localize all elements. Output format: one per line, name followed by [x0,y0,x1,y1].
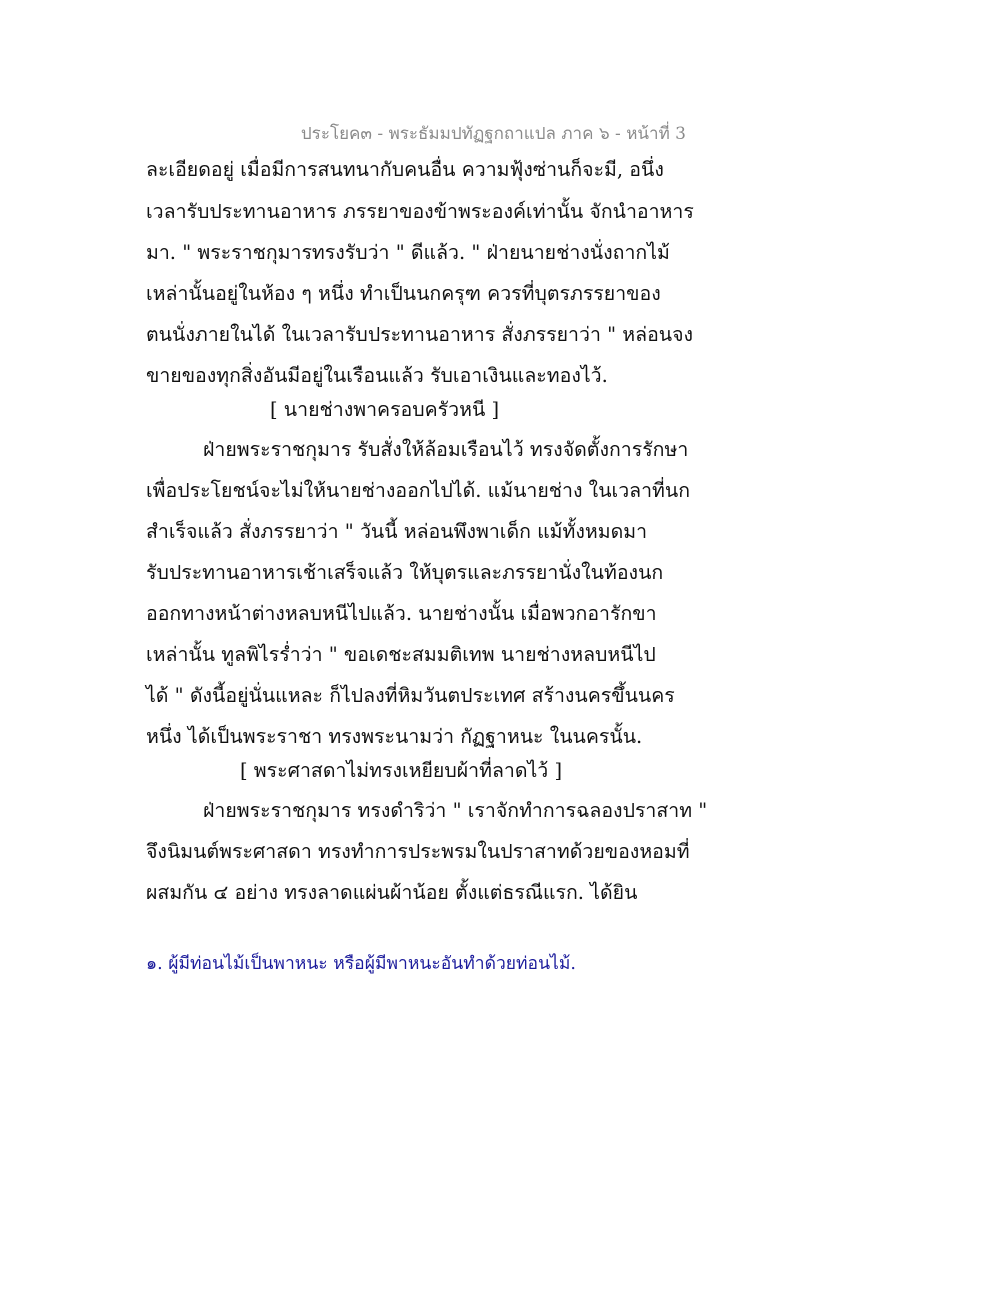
body-line: ตนนั่งภายในได้ ในเวลารับประทานอาหาร สั่งภรรยาว่า " หล่อนจง [146,323,694,346]
body-line: ได้ " ดังนี้อยู่นั่นแหละ ก็ไปลงที่หิมวันตประเทศ สร้างนครขึ้นนคร [146,684,675,707]
section-heading: [ นายช่างพาครอบครัวหนี ] [270,398,500,421]
body-line: เหล่านั้น ทูลพิไรร่ำว่า " ขอเดชะสมมติเทพ นายช่างหลบหนีไป [146,643,656,666]
body-line: ผสมกัน ๔ อย่าง ทรงลาดแผ่นผ้าน้อย ตั้งแต่ธรณีแรก. ได้ยิน [146,881,638,904]
body-line: รับประทานอาหารเช้าเสร็จแล้ว ให้บุตรและภรรยานั่งในท้องนก [146,561,664,584]
body-line: เหล่านั้นอยู่ในห้อง ๆ หนึ่ง ทำเป็นนกครุฑ ควรที่บุตรภรรยาของ [146,282,661,305]
footnote: ๑. ผู้มีท่อนไม้เป็นพาหนะ หรือผู้มีพาหนะอันทำด้วยท่อนไม้. [146,954,576,974]
body-line: ขายของทุกสิ่งอันมีอยู่ในเรือนแล้ว รับเอาเงินและทองไว้. [146,364,608,387]
body-line: มา. " พระราชกุมารทรงรับว่า " ดีแล้ว. " ฝ่ายนายช่างนั่งถากไม้ [146,241,670,264]
body-line: ออกทางหน้าต่างหลบหนีไปแล้ว. นายช่างนั้น เมื่อพวกอารักขา [146,602,657,625]
body-line: จึงนิมนต์พระศาสดา ทรงทำการประพรมในปราสาทด้วยของหอมที่ [146,840,690,863]
body-line: หนึ่ง ได้เป็นพระราชา ทรงพระนามว่า กัฏฐาหนะ ในนครนั้น. [146,725,643,748]
body-line: เวลารับประทานอาหาร ภรรยาของข้าพระองค์เท่านั้น จักนำอาหาร [146,200,694,223]
body-line: สำเร็จแล้ว สั่งภรรยาว่า " วันนี้ หล่อนพึงพาเด็ก แม้ทั้งหมดมา [146,520,648,543]
body-line: เพื่อประโยชน์จะไม่ให้นายช่างออกไปได้. แม้นายช่าง ในเวลาที่นก [146,479,691,502]
body-line: ฝ่ายพระราชกุมาร ทรงดำริว่า " เราจักทำการฉลองปราสาท " [203,799,708,822]
section-heading: [ พระศาสดาไม่ทรงเหยียบผ้าที่ลาดไว้ ] [240,759,563,782]
body-line: ฝ่ายพระราชกุมาร รับสั่งให้ล้อมเรือนไว้ ทรงจัดตั้งการรักษา [203,438,689,461]
running-header: ประโยค๓ - พระธัมมปทัฏฐกถาแปล ภาค ๖ - หน้าที่ 3 [300,124,686,144]
body-line: ละเอียดอยู่ เมื่อมีการสนทนากับคนอื่น ความฟุ้งซ่านก็จะมี, อนึ่ง [146,158,664,181]
